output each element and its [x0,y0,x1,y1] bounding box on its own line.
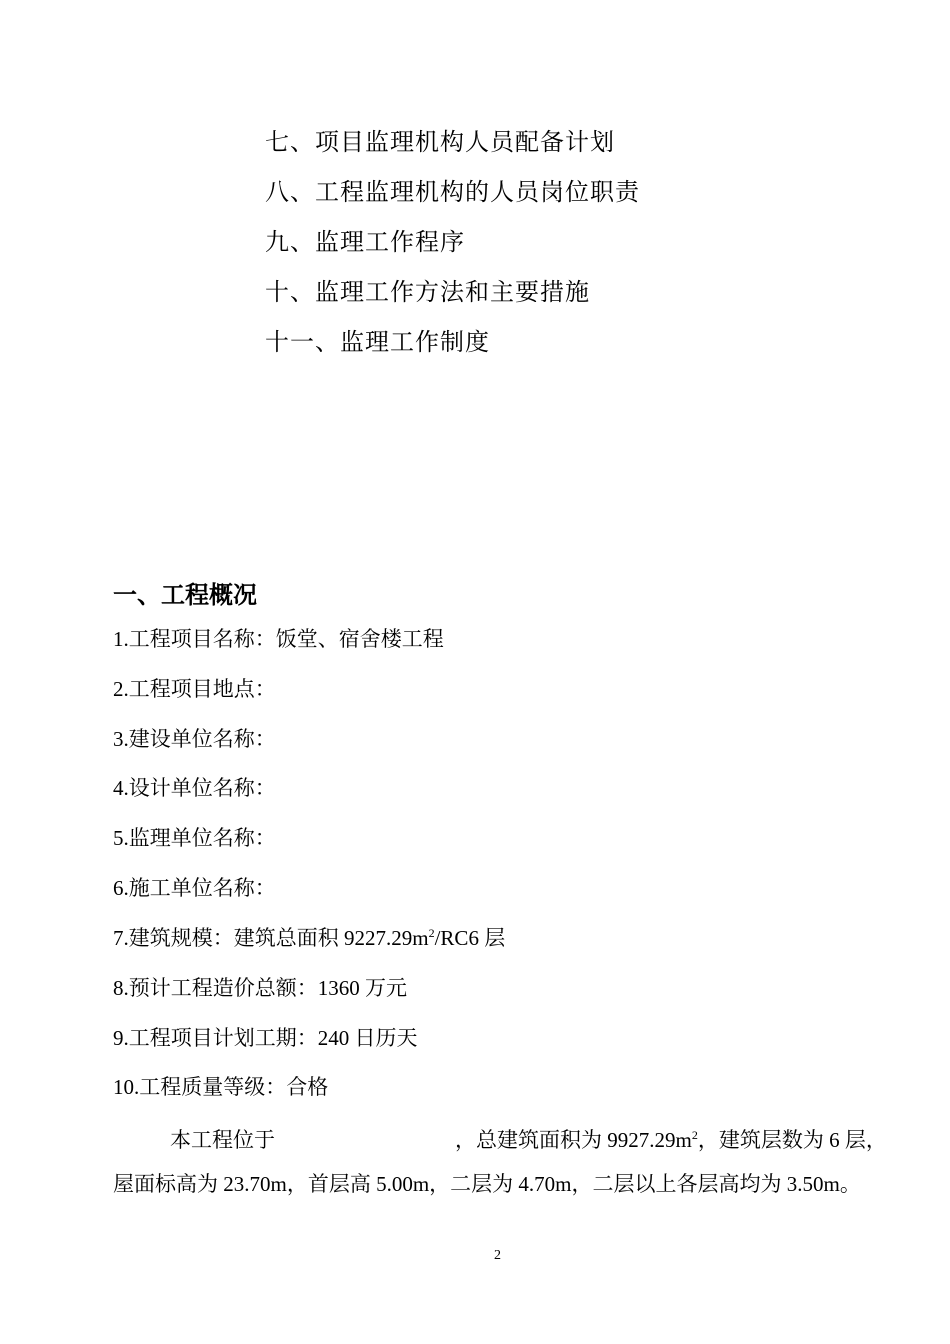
info-line: 2.工程项目地点： [113,677,276,701]
info-line: 5.监理单位名称： [113,826,276,850]
info-line: 3.建设单位名称： [113,727,276,751]
toc-item: 十、监理工作方法和主要措施 [265,278,590,306]
superscript: 2 [428,926,435,940]
info-line: 10.工程质量等级：合格 [113,1075,329,1099]
info-line-text: /RC6 层 [434,926,506,950]
toc-item: 九、监理工作程序 [265,228,465,256]
paragraph-text: ，总建筑面积为 9927.29m [455,1128,692,1152]
section-heading: 一、工程概况 [113,581,257,609]
info-line-building-scale [113,924,505,952]
info-line: 1.工程项目名称：饭堂、宿舍楼工程 [113,627,444,651]
superscript: 2 [691,1128,698,1142]
paragraph-text: ，建筑层数为 6 层，屋面标高为 23.70m，首层高 5.00m，二层为 4.70m，二层以上各层高均为 3.50m。 [113,1128,887,1196]
toc-item: 十一、监理工作制度 [265,328,490,356]
info-line: 4.设计单位名称： [113,776,276,800]
toc-item: 八、工程监理机构的人员岗位职责 [265,178,640,206]
paragraph-text: 本工程位于 [170,1128,275,1152]
info-line: 8.预计工程造价总额：1360 万元 [113,976,407,1000]
page-number: 2 [494,1248,501,1263]
info-line-text: 7.建筑规模：建筑总面积 9227.29m [113,926,429,950]
info-line: 9.工程项目计划工期：240 日历天 [113,1026,418,1050]
toc-item: 七、项目监理机构人员配备计划 [265,128,615,156]
project-description-paragraph [113,1118,903,1206]
info-line: 6.施工单位名称： [113,876,276,900]
